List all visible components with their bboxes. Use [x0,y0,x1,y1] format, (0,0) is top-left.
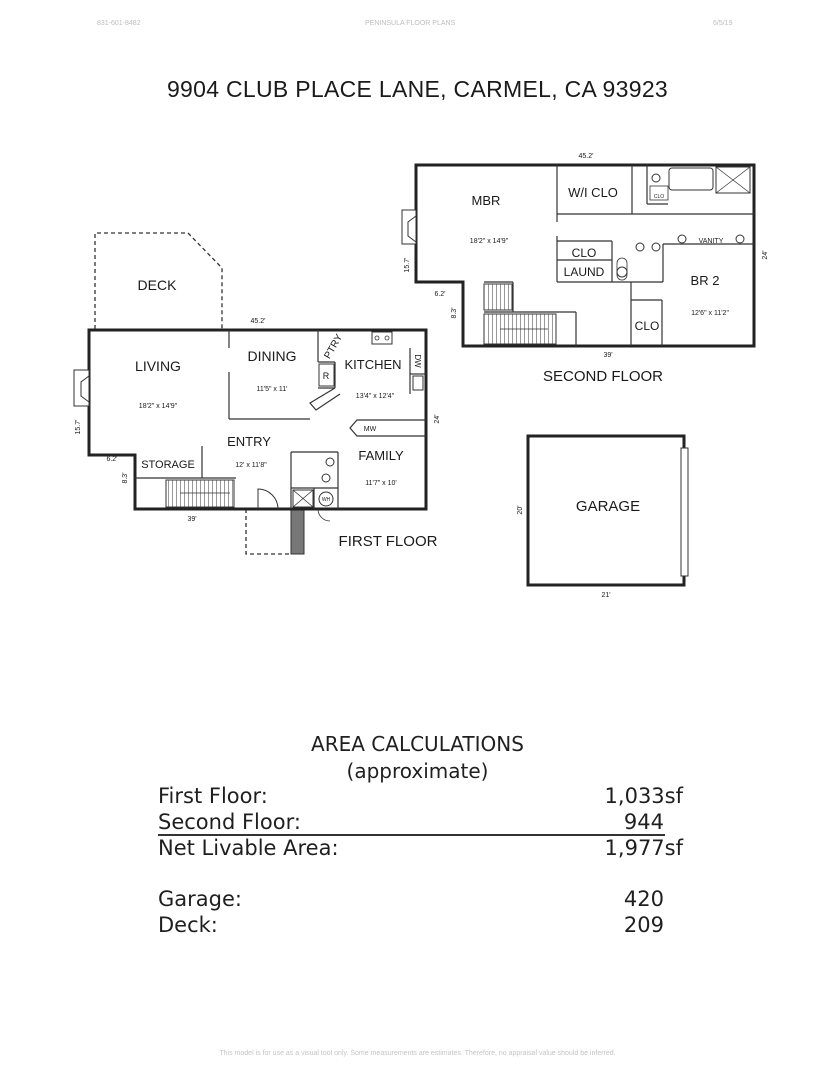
entry-size: 12' x 11'8" [235,462,267,469]
sink-icon [326,458,334,466]
dishwasher-label: DW [413,354,422,368]
front-door-icon [258,489,278,509]
first-floor-step-width: 6.2' [106,456,118,463]
area-row-net-livable [158,836,683,862]
bedroom-2-size: 12'6" x 11'2" [691,310,729,317]
family-label: FAMILY [358,448,404,463]
microwave-label: MW [363,426,377,433]
area-row-value: 944 [623,810,664,834]
storage-label: STORAGE [141,459,195,471]
area-row-label: Garage: [158,887,242,911]
area-row-first-floor [158,784,683,810]
first-floor-step-height: 8.3' [122,472,129,484]
living-size: 18'2" x 14'9" [138,403,178,410]
first-floor-left-dimension: 15.7' [75,419,82,435]
area-row-second-floor [158,810,683,836]
laundry-label: LAUND [563,265,605,279]
bathtub-icon [669,168,713,190]
area-row-label: First Floor: [158,784,268,808]
washer-icon [617,267,627,277]
garage-bottom-dimension: 21' [601,592,611,599]
first-floor-plan [74,233,441,554]
deck-label: DECK [137,277,177,293]
header-company: PENINSULA FLOOR PLANS [365,20,456,27]
area-calculations-heading: AREA CALCULATIONS [311,732,524,756]
dining-size: 11'5" x 11' [256,386,288,393]
second-floor-left-dimension: 15.7' [404,257,411,273]
walk-in-closet-label: W/I CLO [568,185,618,200]
kitchen-size: 13'4" x 12'4" [355,393,395,400]
first-floor-right-dimension: 24' [434,414,441,424]
mbr-size: 18'2" x 14'9" [469,238,509,245]
area-row-value: 1,033sf [604,784,683,808]
area-row-garage [158,887,683,913]
garage-left-dimension: 20' [517,505,524,515]
toilet-icon [322,474,330,482]
header-phone: 831-601-8482 [97,20,141,27]
header-date: 6/5/19 [713,20,733,27]
entry-label: ENTRY [227,434,271,449]
first-floor-bottom-dimension: 39' [187,516,197,523]
area-row-label: Deck: [158,913,218,937]
area-row-deck [158,913,683,939]
area-row-label: Net Livable Area: [158,836,339,860]
second-floor-step-height: 8.3' [451,307,458,319]
area-row-value: 209 [623,913,664,937]
refrigerator-label: R [322,371,330,381]
garage-door [681,448,688,576]
closet-label: CLO [571,246,597,260]
vanity-label: VANITY [698,238,724,245]
sink-icon [652,243,660,251]
second-floor-step-width: 6.2' [434,291,446,298]
upper-stairs [484,284,512,310]
front-step [291,510,304,554]
area-row-value: 1,977sf [604,836,683,860]
second-floor-top-dimension: 45.2' [578,153,594,160]
kitchen-sink-icon [413,376,423,390]
first-floor-label: FIRST FLOOR [338,533,438,550]
garage-plan [517,436,688,599]
second-floor-bottom-dimension: 39' [603,352,613,359]
dining-label: DINING [247,348,297,364]
garage-label: GARAGE [575,498,641,515]
disclaimer-footer: This model is for use as a visual tool only. Some measurements are estimates. Therefore, no appraisal value should be inferred. [219,1050,616,1057]
area-row-value: 420 [623,887,664,911]
living-label: LIVING [135,358,181,374]
area-row-label: Second Floor: [158,810,301,834]
second-floor-label: SECOND FLOOR [542,368,664,385]
second-floor-right-dimension: 24' [762,250,769,260]
kitchen-label: KITCHEN [344,357,402,372]
first-floor-stairs [166,480,234,507]
second-floor-plan [402,153,769,385]
sink-icon [736,235,744,243]
pantry-label: PTRY [322,332,346,361]
bath-closet-label: CLO [653,194,665,200]
br2-closet-label: CLO [634,319,660,333]
mbr-label: MBR [471,193,501,208]
water-heater-label: WH [321,497,331,503]
area-calculations-subheading: (approximate) [346,759,489,783]
mbr-fireplace-icon [402,210,416,244]
toilet-icon [636,243,644,251]
property-address-title: 9904 CLUB PLACE LANE, CARMEL, CA 93923 [166,76,669,102]
family-size: 11'7" x 10' [365,480,397,487]
toilet-icon [652,174,660,182]
porch-outline [246,509,290,554]
bedroom-2-label: BR 2 [690,273,720,288]
first-floor-top-dimension: 45.2' [250,318,266,325]
sink-icon [678,235,686,243]
